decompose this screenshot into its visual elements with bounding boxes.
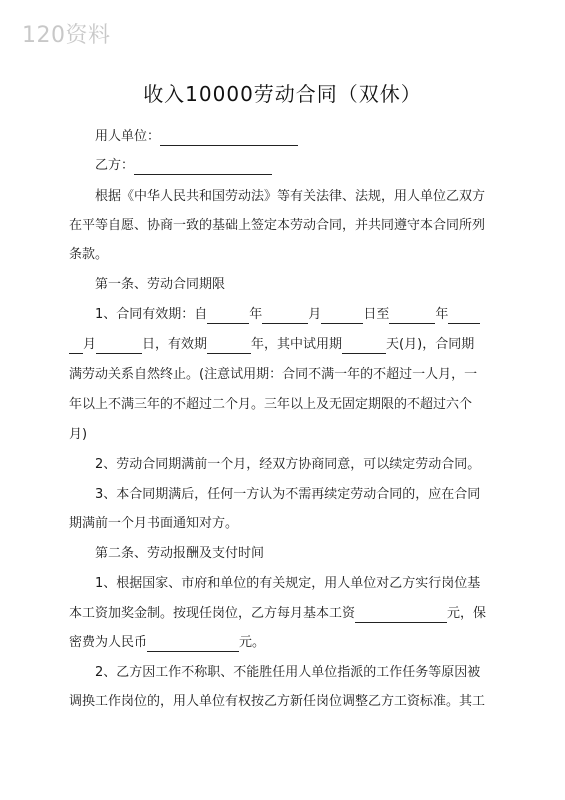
text: 月 bbox=[83, 337, 97, 352]
end-month-blank[interactable] bbox=[69, 339, 83, 354]
article-1-line-4: 年以上不满三年的不超过二个月。三年以上及无固定期限的不超过六个 bbox=[69, 397, 473, 412]
text: 月 bbox=[308, 307, 322, 322]
party-b-label: 乙方： bbox=[95, 158, 135, 173]
article-2-clause-1-line-2 bbox=[69, 605, 505, 623]
document-title: 收入10000劳动合同（双休） bbox=[143, 82, 422, 106]
article-2-clause-2-line-2: 调换工作岗位的，用人单位有权按乙方新任岗位调整乙方工资标准。其工 bbox=[69, 694, 486, 709]
article-1-heading: 第一条、劳动合同期限 bbox=[95, 277, 226, 292]
text: 年 bbox=[249, 307, 263, 322]
article-1-line-3: 满劳动关系自然终止。(注意试用期：合同不满一年的不超过一人月，一 bbox=[69, 367, 478, 382]
employer-blank[interactable] bbox=[160, 131, 298, 146]
intro-line-3: 条款。 bbox=[69, 247, 109, 262]
end-year-blank[interactable] bbox=[389, 309, 435, 324]
text: 年 bbox=[435, 307, 449, 322]
article-1-clause-3-line-2: 期满前一个月书面通知对方。 bbox=[69, 516, 239, 531]
confidentiality-fee-blank[interactable] bbox=[147, 637, 239, 652]
party-b-blank[interactable] bbox=[134, 160, 272, 175]
start-month-blank[interactable] bbox=[262, 309, 308, 324]
start-day-blank[interactable] bbox=[321, 309, 363, 324]
end-month-blank-part[interactable] bbox=[448, 309, 480, 324]
watermark: 120资料 bbox=[22, 23, 111, 48]
text: 元，保 bbox=[447, 606, 487, 621]
text: 年，其中试用期 bbox=[251, 337, 343, 352]
text: 1、合同有效期：自 bbox=[95, 307, 208, 322]
party-b-field bbox=[95, 157, 505, 175]
article-2-clause-1-line-1: 1、根据国家、市府和单位的有关规定，用人单位对乙方实行岗位基 bbox=[95, 576, 481, 591]
article-2-clause-2-line-1: 2、乙方因工作不称职、不能胜任用人单位指派的工作任务等原因被 bbox=[95, 665, 481, 680]
article-1-clause-2: 2、劳动合同期满前一个月，经双方协商同意，可以续定劳动合同。 bbox=[95, 457, 481, 472]
validity-years-blank[interactable] bbox=[207, 339, 251, 354]
text: 本工资加奖金制。按现任岗位，乙方每月基本工资 bbox=[69, 606, 356, 621]
intro-line-2: 在平等自愿、协商一致的基础上签定本劳动合同，并共同遵守本合同所列 bbox=[69, 218, 486, 233]
text: 日至 bbox=[363, 307, 390, 322]
text: 密费为人民币 bbox=[69, 635, 148, 650]
employer-field bbox=[95, 128, 505, 146]
article-1-term-line-1 bbox=[95, 306, 505, 324]
article-1-term-line-2 bbox=[69, 336, 505, 354]
base-salary-blank[interactable] bbox=[355, 608, 447, 623]
start-year-blank[interactable] bbox=[207, 309, 249, 324]
article-1-line-5: 月) bbox=[69, 427, 88, 442]
text: 元。 bbox=[239, 635, 266, 650]
employer-label: 用人单位： bbox=[95, 129, 161, 144]
text: 天(月)，合同期 bbox=[386, 337, 475, 352]
probation-blank[interactable] bbox=[342, 339, 386, 354]
intro-line-1: 根据《中华人民共和国劳动法》等有关法律、法规，用人单位乙双方 bbox=[95, 189, 486, 204]
article-1-clause-3-line-1: 3、本合同期满后，任何一方认为不需再续定劳动合同的，应在合同 bbox=[95, 487, 481, 502]
end-day-blank[interactable] bbox=[96, 339, 142, 354]
article-2-heading: 第二条、劳动报酬及支付时间 bbox=[95, 546, 265, 561]
article-2-clause-1-line-3 bbox=[69, 634, 505, 652]
text: 日，有效期 bbox=[142, 337, 208, 352]
